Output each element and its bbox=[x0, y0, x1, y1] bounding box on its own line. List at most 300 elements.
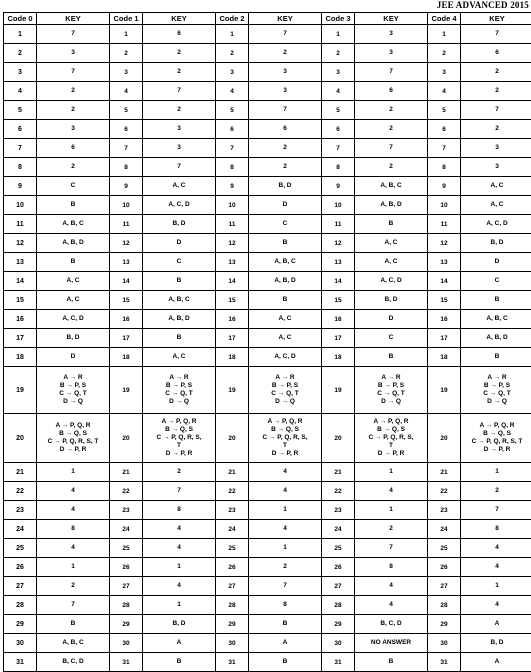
answer-key: 7 bbox=[355, 63, 428, 82]
question-number: 25 bbox=[110, 539, 143, 558]
question-number: 10 bbox=[428, 196, 461, 215]
question-number: 3 bbox=[216, 63, 249, 82]
table-row bbox=[4, 215, 531, 234]
answer-key bbox=[143, 414, 216, 463]
question-number: 9 bbox=[428, 177, 461, 196]
answer-line: C → Q, T bbox=[461, 390, 531, 398]
answer-line: B → P, S bbox=[461, 382, 531, 390]
answer-line: D → Q bbox=[37, 398, 109, 406]
answer-line: T bbox=[249, 442, 321, 450]
answer-key: 3 bbox=[461, 139, 531, 158]
question-number: 11 bbox=[4, 215, 37, 234]
question-number: 4 bbox=[4, 82, 37, 101]
question-number: 27 bbox=[322, 577, 355, 596]
question-number: 24 bbox=[216, 520, 249, 539]
answer-line: A → R bbox=[355, 374, 427, 382]
answer-key: 7 bbox=[37, 63, 110, 82]
answer-key: 7 bbox=[37, 596, 110, 615]
header-row bbox=[4, 13, 531, 25]
answer-key: B bbox=[143, 272, 216, 291]
question-number: 22 bbox=[428, 482, 461, 501]
answer-key: 1 bbox=[37, 463, 110, 482]
question-number: 4 bbox=[322, 82, 355, 101]
answer-line: B → Q, S bbox=[249, 426, 321, 434]
answer-key: 7 bbox=[249, 577, 322, 596]
answer-key: 1 bbox=[355, 463, 428, 482]
answer-key bbox=[143, 367, 216, 414]
question-number: 17 bbox=[110, 329, 143, 348]
question-number: 11 bbox=[322, 215, 355, 234]
answer-key: 6 bbox=[143, 25, 216, 44]
answer-key: 3 bbox=[461, 158, 531, 177]
question-number: 5 bbox=[428, 101, 461, 120]
question-number: 30 bbox=[4, 634, 37, 653]
answer-key: 4 bbox=[355, 596, 428, 615]
table-row bbox=[4, 63, 531, 82]
table-row bbox=[4, 463, 531, 482]
answer-key: B, D bbox=[249, 177, 322, 196]
question-number: 21 bbox=[216, 463, 249, 482]
answer-line: T bbox=[355, 442, 427, 450]
question-number: 7 bbox=[216, 139, 249, 158]
answer-key: A, C bbox=[461, 196, 531, 215]
answer-key: C bbox=[249, 215, 322, 234]
answer-line: B → Q, S bbox=[355, 426, 427, 434]
question-number: 6 bbox=[322, 120, 355, 139]
question-number: 26 bbox=[110, 558, 143, 577]
question-number: 22 bbox=[4, 482, 37, 501]
answer-key bbox=[37, 367, 110, 414]
answer-line: A → P, Q, R bbox=[249, 418, 321, 426]
question-number: 26 bbox=[428, 558, 461, 577]
question-number: 27 bbox=[216, 577, 249, 596]
answer-key: 1 bbox=[461, 577, 531, 596]
question-number: 12 bbox=[428, 234, 461, 253]
answer-key: 7 bbox=[461, 25, 531, 44]
question-number: 30 bbox=[322, 634, 355, 653]
question-number: 1 bbox=[428, 25, 461, 44]
question-number: 20 bbox=[216, 414, 249, 463]
question-number: 26 bbox=[216, 558, 249, 577]
question-number: 15 bbox=[322, 291, 355, 310]
question-number: 17 bbox=[216, 329, 249, 348]
answer-key: B bbox=[37, 253, 110, 272]
question-number: 16 bbox=[428, 310, 461, 329]
question-number: 31 bbox=[110, 653, 143, 672]
table-row bbox=[4, 539, 531, 558]
answer-key: 2 bbox=[143, 44, 216, 63]
question-number: 13 bbox=[322, 253, 355, 272]
question-number: 29 bbox=[110, 615, 143, 634]
answer-key: B, D bbox=[355, 291, 428, 310]
answer-key: A, C bbox=[355, 253, 428, 272]
question-number: 19 bbox=[216, 367, 249, 414]
answer-line: C → Q, T bbox=[249, 390, 321, 398]
answer-key: A bbox=[249, 634, 322, 653]
answer-key: 8 bbox=[37, 520, 110, 539]
answer-key: 6 bbox=[461, 44, 531, 63]
table-row bbox=[4, 367, 531, 414]
answer-key: A, C, D bbox=[355, 272, 428, 291]
answer-key: B, D bbox=[143, 615, 216, 634]
question-number: 14 bbox=[110, 272, 143, 291]
answer-key: 3 bbox=[37, 44, 110, 63]
question-number: 10 bbox=[322, 196, 355, 215]
answer-key: C bbox=[143, 253, 216, 272]
answer-key: 6 bbox=[355, 82, 428, 101]
table-row bbox=[4, 414, 531, 463]
answer-key: A, C bbox=[355, 234, 428, 253]
answer-key: A, C bbox=[249, 329, 322, 348]
answer-key: 2 bbox=[249, 139, 322, 158]
table-row bbox=[4, 234, 531, 253]
question-number: 24 bbox=[322, 520, 355, 539]
table-row bbox=[4, 158, 531, 177]
answer-key: 7 bbox=[461, 101, 531, 120]
question-number: 6 bbox=[4, 120, 37, 139]
question-number: 25 bbox=[4, 539, 37, 558]
question-number: 16 bbox=[4, 310, 37, 329]
question-number: 8 bbox=[216, 158, 249, 177]
question-number: 18 bbox=[110, 348, 143, 367]
header-key: KEY bbox=[37, 13, 110, 25]
question-number: 25 bbox=[216, 539, 249, 558]
table-row bbox=[4, 615, 531, 634]
table-row bbox=[4, 82, 531, 101]
question-number: 19 bbox=[4, 367, 37, 414]
table-row bbox=[4, 501, 531, 520]
question-number: 29 bbox=[4, 615, 37, 634]
question-number: 8 bbox=[322, 158, 355, 177]
answer-key: 7 bbox=[355, 139, 428, 158]
answer-key: 2 bbox=[143, 101, 216, 120]
answer-line: B → P, S bbox=[143, 382, 215, 390]
answer-key: 4 bbox=[355, 577, 428, 596]
question-number: 11 bbox=[216, 215, 249, 234]
question-number: 5 bbox=[322, 101, 355, 120]
answer-line: C → P, Q, R, S, T bbox=[37, 438, 109, 446]
answer-key: 1 bbox=[249, 539, 322, 558]
table-row bbox=[4, 25, 531, 44]
answer-key bbox=[461, 414, 531, 463]
question-number: 17 bbox=[428, 329, 461, 348]
question-number: 16 bbox=[216, 310, 249, 329]
question-number: 1 bbox=[322, 25, 355, 44]
answer-key: 4 bbox=[143, 577, 216, 596]
question-number: 29 bbox=[428, 615, 461, 634]
answer-key: 7 bbox=[143, 158, 216, 177]
question-number: 20 bbox=[428, 414, 461, 463]
question-number: 24 bbox=[4, 520, 37, 539]
answer-key: B bbox=[249, 291, 322, 310]
answer-key: 2 bbox=[37, 101, 110, 120]
answer-key: A, B, C bbox=[37, 634, 110, 653]
question-number: 23 bbox=[428, 501, 461, 520]
answer-line: A → R bbox=[37, 374, 109, 382]
table-row bbox=[4, 177, 531, 196]
answer-key: 2 bbox=[355, 520, 428, 539]
answer-key: A bbox=[143, 634, 216, 653]
question-number: 24 bbox=[110, 520, 143, 539]
answer-key: 6 bbox=[249, 120, 322, 139]
answer-line: A → R bbox=[143, 374, 215, 382]
question-number: 17 bbox=[322, 329, 355, 348]
answer-key: B, C, D bbox=[355, 615, 428, 634]
answer-line: A → P, Q, R bbox=[355, 418, 427, 426]
question-number: 21 bbox=[428, 463, 461, 482]
question-number: 17 bbox=[4, 329, 37, 348]
table-row bbox=[4, 577, 531, 596]
answer-key: 4 bbox=[461, 539, 531, 558]
question-number: 7 bbox=[110, 139, 143, 158]
question-number: 10 bbox=[216, 196, 249, 215]
question-number: 3 bbox=[428, 63, 461, 82]
question-number: 31 bbox=[322, 653, 355, 672]
table-row bbox=[4, 253, 531, 272]
answer-key: A, C bbox=[37, 291, 110, 310]
table-row bbox=[4, 520, 531, 539]
question-number: 12 bbox=[322, 234, 355, 253]
answer-key: A, C bbox=[249, 310, 322, 329]
answer-key: A, C, D bbox=[37, 310, 110, 329]
table-row bbox=[4, 120, 531, 139]
question-number: 23 bbox=[322, 501, 355, 520]
answer-line: C → P, Q, R, S, bbox=[249, 434, 321, 442]
question-number: 21 bbox=[322, 463, 355, 482]
question-number: 31 bbox=[428, 653, 461, 672]
question-number: 28 bbox=[4, 596, 37, 615]
answer-line: C → P, Q, R, S, bbox=[355, 434, 427, 442]
question-number: 2 bbox=[110, 44, 143, 63]
answer-key: C bbox=[461, 272, 531, 291]
question-number: 9 bbox=[322, 177, 355, 196]
answer-line: T bbox=[143, 442, 215, 450]
answer-key: B bbox=[37, 196, 110, 215]
answer-key: 1 bbox=[143, 558, 216, 577]
header-code: Code 2 bbox=[216, 13, 249, 25]
answer-key: 2 bbox=[461, 482, 531, 501]
table-row bbox=[4, 139, 531, 158]
answer-key: A, C, D bbox=[249, 348, 322, 367]
answer-key: 3 bbox=[37, 120, 110, 139]
question-number: 28 bbox=[110, 596, 143, 615]
question-number: 11 bbox=[428, 215, 461, 234]
answer-key: 4 bbox=[143, 539, 216, 558]
question-number: 15 bbox=[110, 291, 143, 310]
question-number: 29 bbox=[322, 615, 355, 634]
answer-key: A, B, C bbox=[249, 253, 322, 272]
answer-key: B, D bbox=[461, 634, 531, 653]
question-number: 7 bbox=[428, 139, 461, 158]
question-number: 6 bbox=[110, 120, 143, 139]
answer-key: NO ANSWER bbox=[355, 634, 428, 653]
answer-key: 4 bbox=[249, 520, 322, 539]
answer-key: 4 bbox=[37, 501, 110, 520]
answer-line: D → Q bbox=[143, 398, 215, 406]
answer-key: A, C bbox=[37, 272, 110, 291]
answer-key: A, B, D bbox=[37, 234, 110, 253]
question-number: 21 bbox=[110, 463, 143, 482]
question-number: 19 bbox=[110, 367, 143, 414]
question-number: 25 bbox=[428, 539, 461, 558]
answer-key: D bbox=[143, 234, 216, 253]
question-number: 9 bbox=[110, 177, 143, 196]
answer-key: 3 bbox=[143, 120, 216, 139]
question-number: 3 bbox=[322, 63, 355, 82]
answer-key: 8 bbox=[249, 596, 322, 615]
answer-key: 2 bbox=[37, 82, 110, 101]
question-number: 18 bbox=[428, 348, 461, 367]
header-code: Code 3 bbox=[322, 13, 355, 25]
question-number: 29 bbox=[216, 615, 249, 634]
answer-key: B bbox=[143, 329, 216, 348]
question-number: 3 bbox=[110, 63, 143, 82]
answer-key: C bbox=[355, 329, 428, 348]
question-number: 13 bbox=[216, 253, 249, 272]
answer-key: A, C bbox=[143, 177, 216, 196]
question-number: 14 bbox=[4, 272, 37, 291]
answer-key: B, C, D bbox=[37, 653, 110, 672]
answer-key: A, C bbox=[461, 177, 531, 196]
question-number: 28 bbox=[216, 596, 249, 615]
answer-key: 7 bbox=[143, 482, 216, 501]
answer-key: 2 bbox=[461, 63, 531, 82]
answer-key bbox=[249, 367, 322, 414]
question-number: 14 bbox=[216, 272, 249, 291]
answer-key: D bbox=[461, 253, 531, 272]
question-number: 23 bbox=[216, 501, 249, 520]
question-number: 4 bbox=[216, 82, 249, 101]
answer-key: 7 bbox=[37, 25, 110, 44]
question-number: 6 bbox=[428, 120, 461, 139]
header-key: KEY bbox=[355, 13, 428, 25]
answer-key: A bbox=[461, 615, 531, 634]
answer-key: 4 bbox=[355, 482, 428, 501]
answer-key: 8 bbox=[461, 520, 531, 539]
question-number: 28 bbox=[428, 596, 461, 615]
answer-key: 1 bbox=[37, 558, 110, 577]
table-row bbox=[4, 310, 531, 329]
answer-key: B bbox=[461, 348, 531, 367]
question-number: 30 bbox=[216, 634, 249, 653]
question-number: 23 bbox=[110, 501, 143, 520]
question-number: 4 bbox=[428, 82, 461, 101]
answer-key: B bbox=[249, 615, 322, 634]
answer-line: A → R bbox=[249, 374, 321, 382]
answer-key: B bbox=[355, 653, 428, 672]
answer-line: C → Q, T bbox=[355, 390, 427, 398]
question-number: 26 bbox=[4, 558, 37, 577]
question-number: 26 bbox=[322, 558, 355, 577]
question-number: 2 bbox=[216, 44, 249, 63]
question-number: 15 bbox=[428, 291, 461, 310]
answer-key: B bbox=[37, 615, 110, 634]
question-number: 9 bbox=[4, 177, 37, 196]
answer-key: 7 bbox=[355, 539, 428, 558]
question-number: 1 bbox=[110, 25, 143, 44]
question-number: 16 bbox=[110, 310, 143, 329]
answer-key: A, B, C bbox=[143, 291, 216, 310]
table-row bbox=[4, 101, 531, 120]
answer-line: D → Q bbox=[355, 398, 427, 406]
answer-key bbox=[461, 367, 531, 414]
question-number: 5 bbox=[110, 101, 143, 120]
answer-line: B → Q, S bbox=[37, 430, 109, 438]
question-number: 12 bbox=[4, 234, 37, 253]
answer-key bbox=[355, 414, 428, 463]
question-number: 13 bbox=[428, 253, 461, 272]
answer-line: C → Q, T bbox=[37, 390, 109, 398]
question-number: 31 bbox=[216, 653, 249, 672]
answer-key bbox=[355, 367, 428, 414]
question-number: 27 bbox=[4, 577, 37, 596]
question-number: 8 bbox=[4, 158, 37, 177]
answer-line: B → Q, S bbox=[461, 430, 531, 438]
question-number: 7 bbox=[4, 139, 37, 158]
answer-key: 8 bbox=[355, 558, 428, 577]
answer-key: 1 bbox=[355, 501, 428, 520]
answer-key: A, B, C bbox=[461, 310, 531, 329]
answer-key: A bbox=[461, 653, 531, 672]
answer-key: 8 bbox=[143, 501, 216, 520]
question-number: 21 bbox=[4, 463, 37, 482]
question-number: 27 bbox=[110, 577, 143, 596]
question-number: 3 bbox=[4, 63, 37, 82]
answer-key: 4 bbox=[461, 558, 531, 577]
answer-key: B bbox=[143, 653, 216, 672]
answer-line: D → P, R bbox=[143, 450, 215, 458]
answer-line: A → P, Q, R bbox=[143, 418, 215, 426]
question-number: 5 bbox=[4, 101, 37, 120]
table-row bbox=[4, 482, 531, 501]
answer-key bbox=[37, 414, 110, 463]
answer-line: D → P, R bbox=[355, 450, 427, 458]
question-number: 8 bbox=[110, 158, 143, 177]
answer-key: B, D bbox=[143, 215, 216, 234]
question-number: 18 bbox=[322, 348, 355, 367]
answer-key: B, D bbox=[37, 329, 110, 348]
table-row bbox=[4, 329, 531, 348]
answer-key: 2 bbox=[37, 158, 110, 177]
answer-key: 2 bbox=[461, 120, 531, 139]
answer-key: 2 bbox=[143, 63, 216, 82]
answer-key: B bbox=[355, 348, 428, 367]
answer-key: 2 bbox=[249, 158, 322, 177]
answer-key: 3 bbox=[249, 63, 322, 82]
answer-key: 6 bbox=[37, 139, 110, 158]
table-row bbox=[4, 291, 531, 310]
answer-key: 3 bbox=[143, 139, 216, 158]
answer-key: D bbox=[37, 348, 110, 367]
question-number: 10 bbox=[4, 196, 37, 215]
table-row bbox=[4, 348, 531, 367]
table-body bbox=[4, 25, 531, 672]
question-number: 28 bbox=[322, 596, 355, 615]
question-number: 6 bbox=[216, 120, 249, 139]
answer-key: 7 bbox=[249, 25, 322, 44]
answer-key: 3 bbox=[355, 44, 428, 63]
question-number: 25 bbox=[322, 539, 355, 558]
answer-key: A, B, D bbox=[461, 329, 531, 348]
answer-key: 2 bbox=[461, 82, 531, 101]
answer-key: B bbox=[355, 215, 428, 234]
answer-key: 2 bbox=[355, 120, 428, 139]
question-number: 20 bbox=[110, 414, 143, 463]
answer-line: C → P, Q, R, S, bbox=[143, 434, 215, 442]
header-key: KEY bbox=[461, 13, 531, 25]
answer-line: D → P, R bbox=[37, 446, 109, 454]
question-number: 14 bbox=[322, 272, 355, 291]
